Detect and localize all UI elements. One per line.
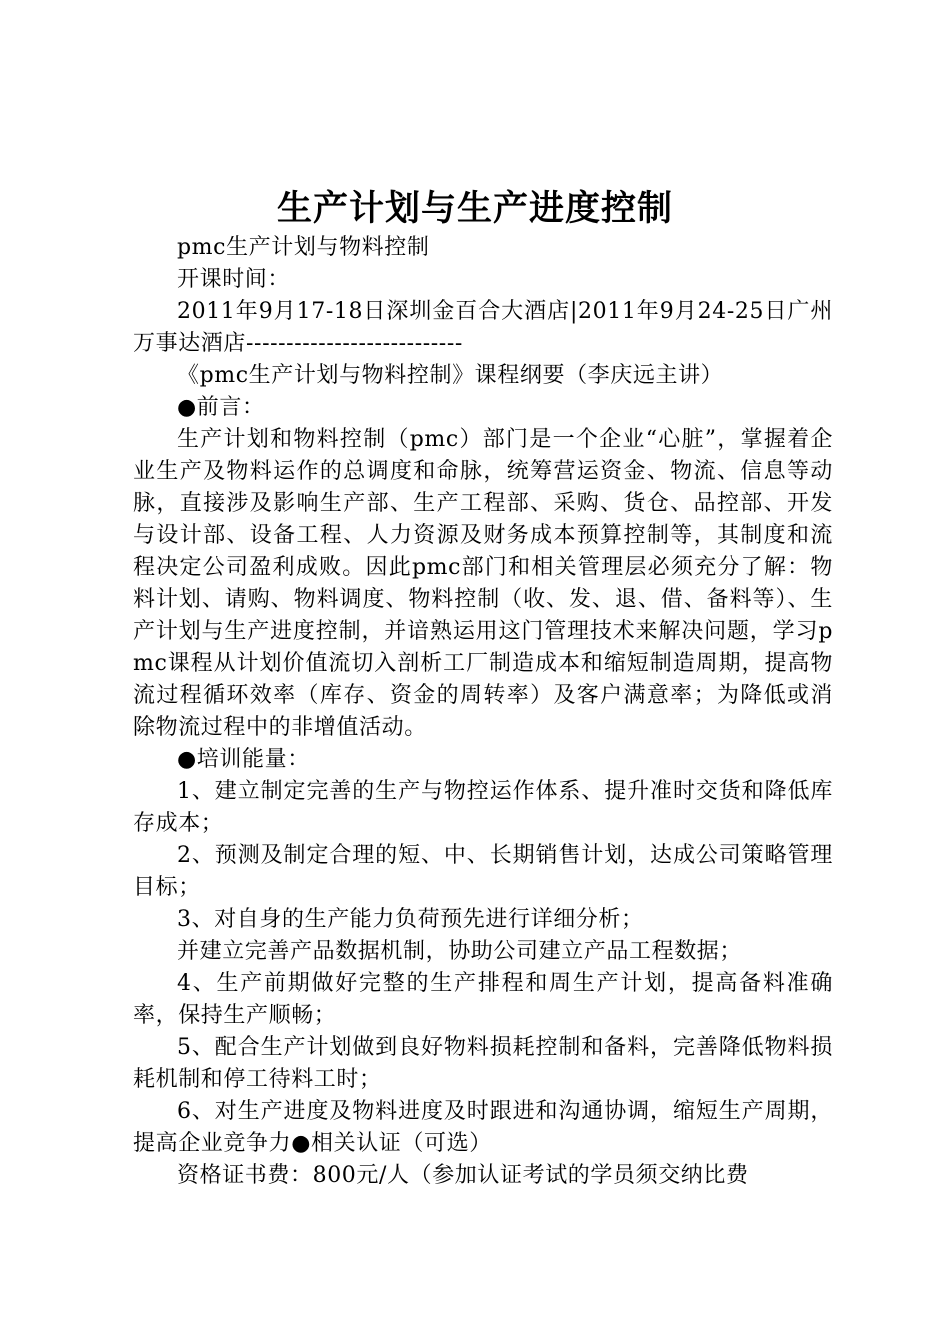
paragraph-preface: 生产计划和物料控制（pmc）部门是一个企业“心脏”，掌握着企业生产及物料运作的总调度和命脉，统筹营运资金、物流、信息等动脉，直接涉及影响生产部、生产工程部、采购、货仓、品控部、开发与设计部、设备工程、人力资源及财务成本预算控制等，其制度和流程决定公司盈利成败。因此pmc部门和相关管理层必须充分了解：物料计划、请购、物料调度、物料控制（收、发、退、借、备料等）、生产计划与生产进度控制，并谙熟运用这门管理技术来解决问题，学习pmc课程从计划价值流切入剖析工厂制造成本和缩短制造周期，提高物流过程循环效率（库存、资金的周转率）及客户满意率；为降低或消除物流过程中的非增值活动。 [133,427,833,740]
paragraph-course-name: pmc生产计划与物料控制 [177,235,430,260]
list-item: 6、对生产进度及物料进度及时跟进和沟通协调，缩短生产周期，提高企业竞争力●相关认证（可选） [133,1099,833,1156]
paragraph-syllabus-title: 《pmc生产计划与物料控制》课程纲要（李庆远主讲） [177,363,724,388]
document-title: 生产计划与生产进度控制 [276,189,673,229]
list-item: 5、配合生产计划做到良好物料损耗控制和备料，完善降低物料损耗机制和停工待料工时； [133,1035,833,1092]
section-heading-preface: ●前言： [177,395,265,420]
paragraph-certificate-fee: 资格证书费：800元/人（参加认证考试的学员须交纳比费 [177,1163,749,1188]
list-item: 1、建立制定完善的生产与物控运作体系、提升准时交货和降低库存成本； [133,779,833,836]
document-body [133,232,833,1192]
paragraph-schedule-label: 开课时间： [177,267,291,292]
paragraph-schedule-detail: 2011年9月17-18日深圳金百合大酒店|2011年9月24-25日广州万事达酒店--------------------------- [133,299,833,356]
list-item: 并建立完善产品数据机制，协助公司建立产品工程数据； [177,939,743,964]
list-item: 3、对自身的生产能力负荷预先进行详细分析； [177,907,644,932]
list-item: 2、预测及制定合理的短、中、长期销售计划，达成公司策略管理目标； [133,843,833,900]
section-heading-training: ●培训能量： [177,747,310,772]
list-item: 4、生产前期做好完整的生产排程和周生产计划，提高备料准确率，保持生产顺畅； [133,971,833,1028]
